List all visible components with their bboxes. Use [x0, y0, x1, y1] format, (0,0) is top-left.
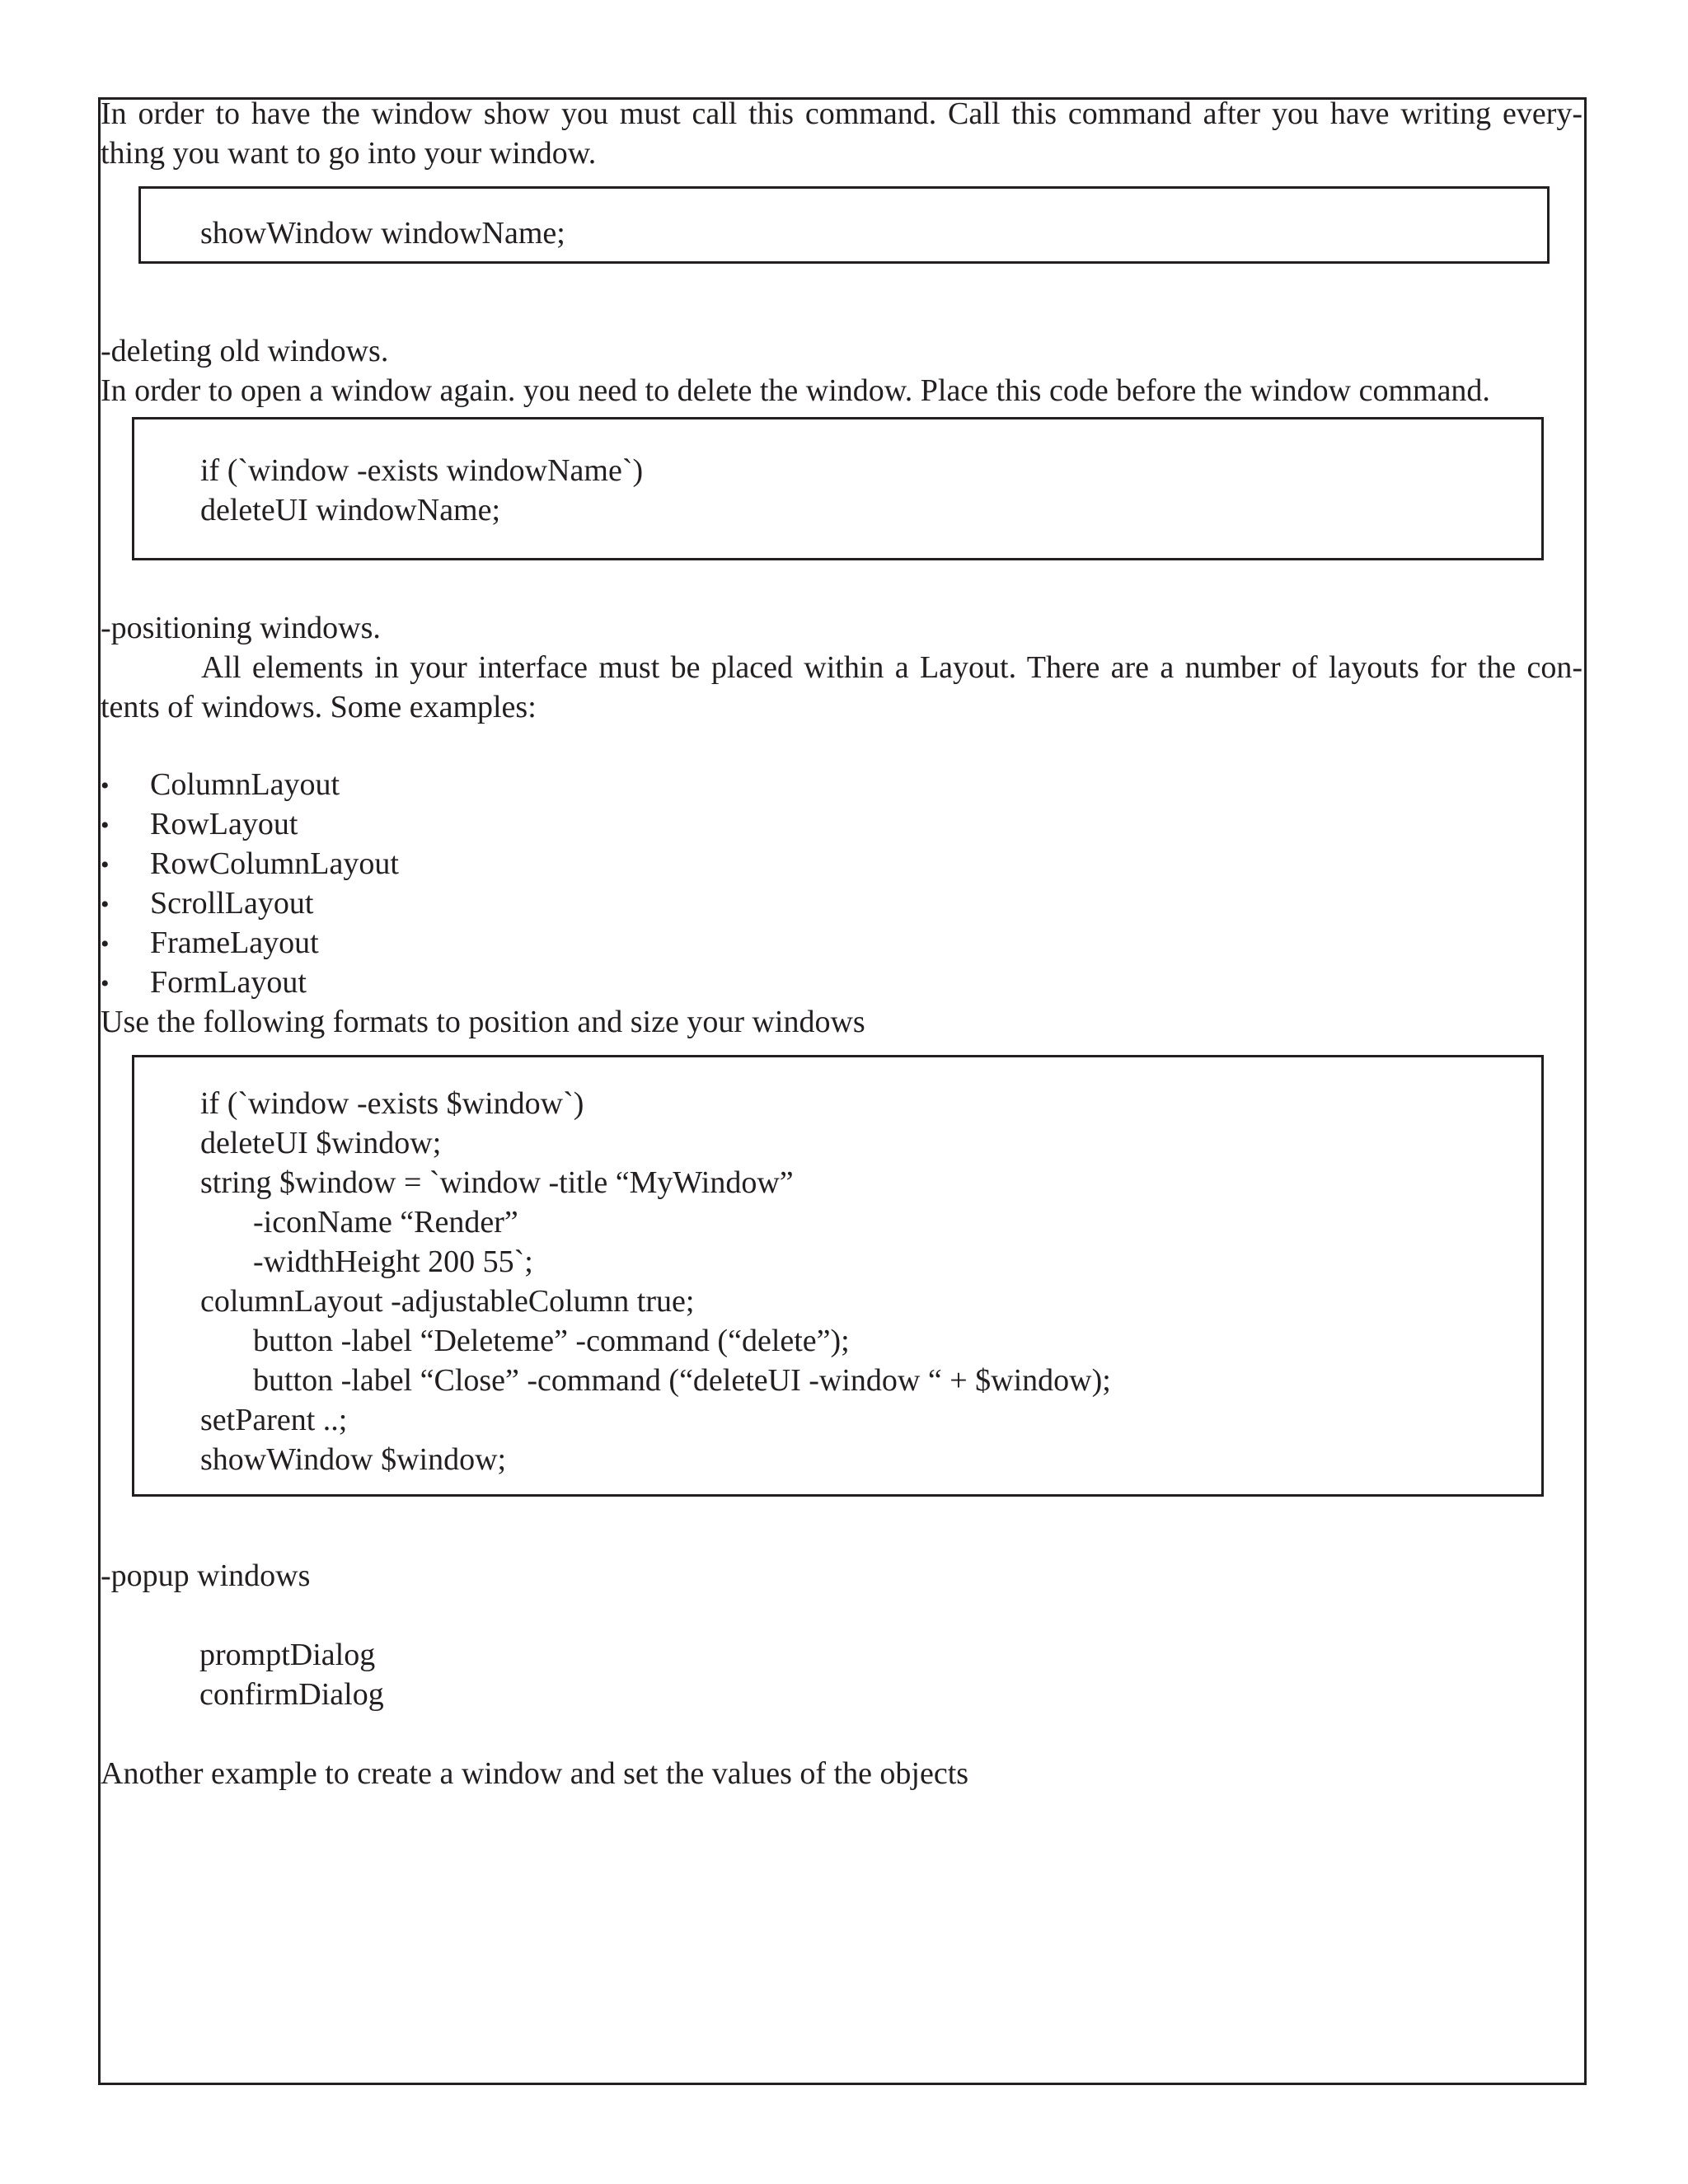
bullet-icon: • — [101, 772, 110, 799]
section-heading-popup: -popup windows — [101, 1558, 311, 1593]
code-line: string $window = `window -title “MyWindow” — [200, 1165, 794, 1200]
list-item: ScrollLayout — [150, 886, 314, 921]
list-item: RowColumnLayout — [150, 846, 399, 881]
deleting-paragraph: In order to open a window again. you need to delete the window. Place this code before the window command. — [101, 373, 1490, 408]
code-line: deleteUI $window; — [200, 1126, 442, 1160]
code-box-window-format — [132, 1055, 1544, 1497]
positioning-paragraph-line-2: tents of windows. Some examples: — [101, 690, 537, 724]
list-item: FormLayout — [150, 965, 307, 1000]
code-box-delete-window — [132, 417, 1544, 560]
code-line: setParent ..; — [200, 1403, 348, 1437]
code-line: -widthHeight 200 55`; — [253, 1244, 533, 1279]
section-heading-deleting: -deleting old windows. — [101, 334, 389, 368]
positioning-paragraph-line-1: All elements in your interface must be placed within a Layout. There are a number of layouts for the con- — [201, 650, 1582, 685]
code-line: deleteUI windowName; — [200, 493, 501, 527]
code-box-show-window — [138, 186, 1550, 264]
bullet-icon: • — [101, 930, 110, 958]
code-line: -iconName “Render” — [253, 1205, 518, 1240]
code-line: button -label “Close” -command (“deleteUI -window “ + $window); — [253, 1363, 1111, 1398]
code-line: showWindow $window; — [200, 1442, 507, 1477]
list-item: FrameLayout — [150, 926, 319, 960]
closing-paragraph: Another example to create a window and set the values of the objects — [101, 1756, 969, 1791]
intro-line-2: thing you want to go into your window. — [101, 136, 597, 171]
list-item: ColumnLayout — [150, 767, 340, 802]
code-line: columnLayout -adjustableColumn true; — [200, 1284, 695, 1319]
code-line: button -label “Deleteme” -command (“delete”); — [253, 1324, 850, 1358]
formats-intro: Use the following formats to position and size your windows — [101, 1005, 865, 1039]
bullet-icon: • — [101, 970, 110, 997]
code-line: if (`window -exists $window`) — [200, 1086, 584, 1121]
bullet-icon: • — [101, 891, 110, 918]
bullet-icon: • — [101, 851, 110, 879]
list-item: RowLayout — [150, 807, 298, 841]
section-heading-positioning: -positioning windows. — [101, 611, 381, 645]
popup-item: promptDialog — [199, 1638, 376, 1672]
intro-line-1: In order to have the window show you must call this command. Call this command after you have writing every- — [101, 96, 1582, 131]
bullet-icon: • — [101, 812, 110, 839]
popup-item: confirmDialog — [199, 1677, 384, 1712]
code-line: if (`window -exists windowName`) — [200, 453, 644, 488]
code-line: showWindow windowName; — [200, 216, 565, 251]
